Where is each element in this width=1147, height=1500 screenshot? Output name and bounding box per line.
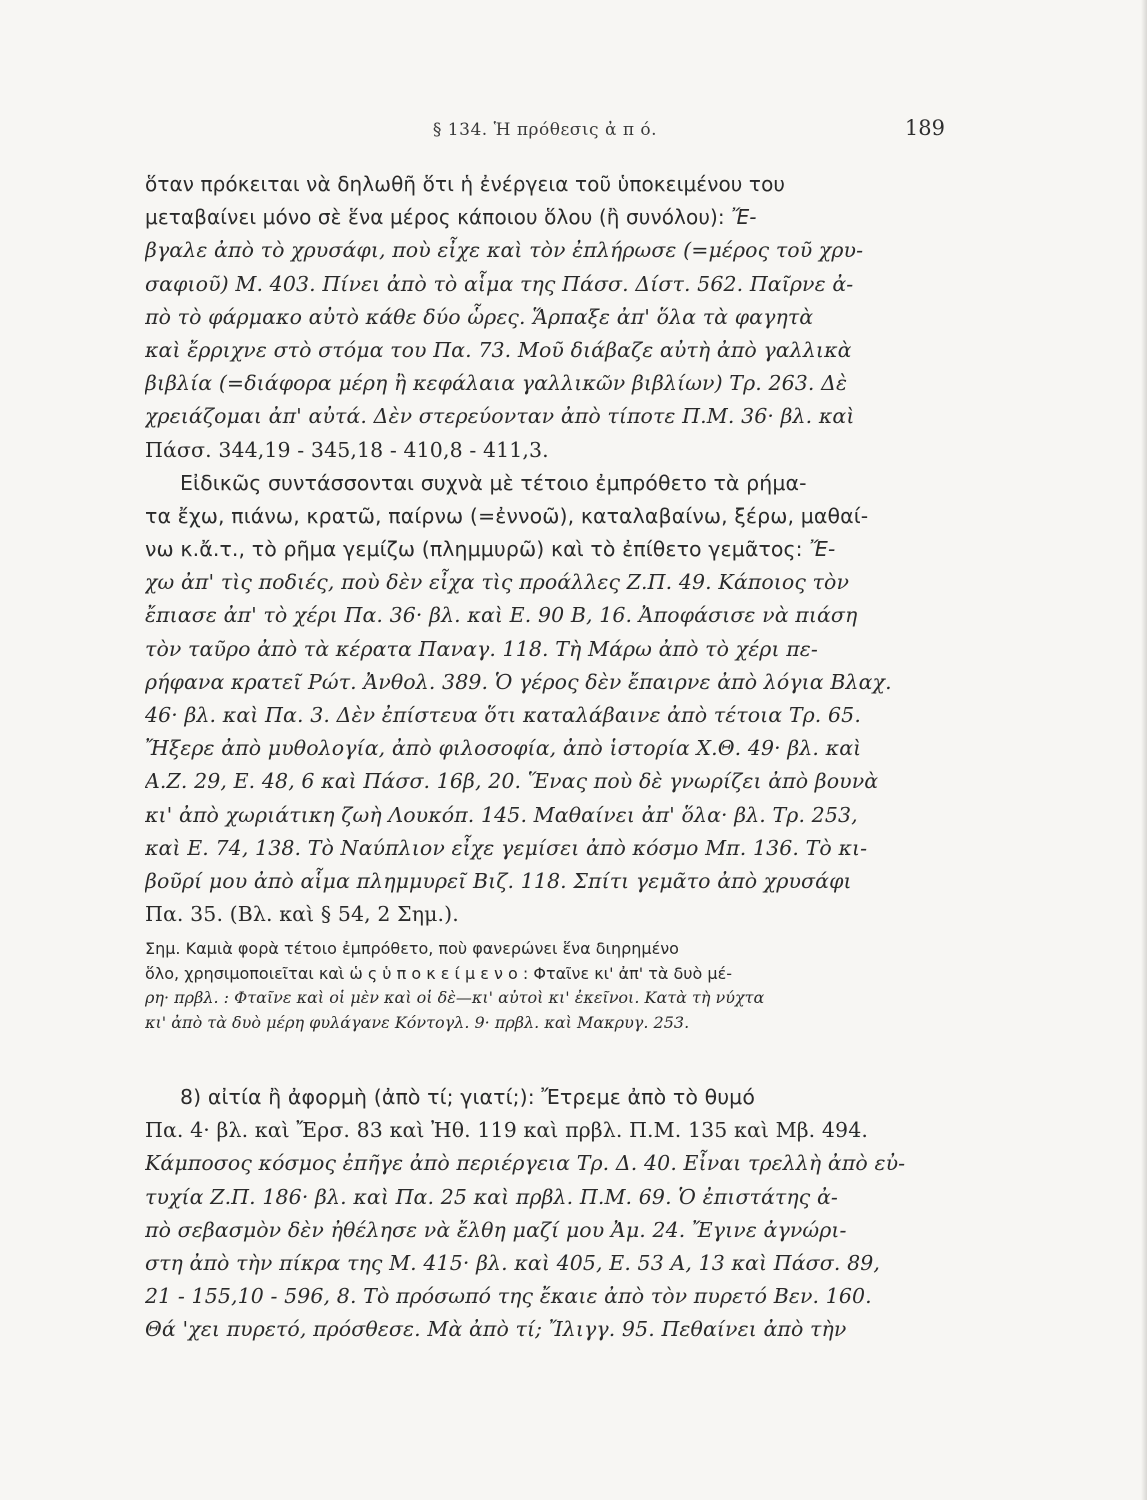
text-line: νω κ.ἄ.τ., τὸ ρῆμα γεμίζω (πλημμυρῶ) καὶ τὸ ἐπίθετο γεμᾶτος: Ἔ-: [145, 537, 836, 562]
text-line: Α.Ζ. 29, Ε. 48, 6 καὶ Πάσσ. 16β, 20. Ἕνας ποὺ δὲ γνωρίζει ἀπὸ βουνὰ: [145, 769, 879, 794]
text-line: βιβλία (=διάφορα μέρη ἢ κεφάλαια γαλλικῶν βιβλίων) Τρ. 263. Δὲ: [145, 371, 848, 396]
text-line: τα ἔχω, πιάνω, κρατῶ, παίρνω (=ἐννοῶ), καταλαβαίνω, ξέρω, μαθαί-: [145, 503, 869, 528]
page-edge-shadow: [1141, 0, 1147, 1500]
text-line: 21 - 155,10 - 596, 8. Τὸ πρόσωπό της ἔκαιε ἀπὸ τὸν πυρετό Βεν. 160.: [145, 1284, 872, 1309]
text-line: κι' ἀπὸ χωριάτικη ζωὴ Λουκόπ. 145. Μαθαίνει ἀπ' ὅλα· βλ. Τρ. 253,: [145, 802, 858, 827]
text-line: Ἤξερε ἀπὸ μυθολογία, ἀπὸ φιλοσοφία, ἀπὸ ἱστορία Χ.Θ. 49· βλ. καὶ: [145, 736, 862, 761]
text-line: Πα. 35. (Βλ. καὶ § 54, 2 Σημ.).: [145, 902, 459, 927]
page-number: 189: [904, 116, 945, 140]
text-line: τυχία Ζ.Π. 186· βλ. καὶ Πα. 25 καὶ πρβλ. Π.Μ. 69. Ὁ ἐπιστάτης ἀ-: [145, 1184, 838, 1209]
note-line: Σημ. Καμιὰ φορὰ τέτοιο ἐμπρόθετο, ποὺ φανερώνει ἕνα διηρημένο: [145, 939, 679, 958]
text-line: βγαλε ἀπὸ τὸ χρυσάφι, ποὺ εἶχε καὶ τὸν ἐπλήρωσε (=μέρος τοῦ χρυ-: [145, 238, 864, 263]
text-line: 8) αἰτία ἢ ἀφορμὴ (ἀπὸ τί; γιατί;): Ἔτρεμε ἀπὸ τὸ θυμό: [180, 1085, 755, 1109]
page-header: [145, 116, 945, 144]
text-line: Πάσσ. 344,19 - 345,18 - 410,8 - 411,3.: [145, 437, 549, 462]
text-line: χρειάζομαι ἀπ' αὐτά. Δὲν στερεύονταν ἀπὸ τίποτε Π.Μ. 36· βλ. καὶ: [145, 404, 855, 429]
text-line: Πα. 4· βλ. καὶ Ἔρσ. 83 καὶ Ἠθ. 119 καὶ πρβλ. Π.Μ. 135 καὶ Μβ. 494.: [145, 1118, 868, 1143]
text-line: μεταβαίνει μόνο σὲ ἕνα μέρος κάποιου ὅλου (ἢ συνόλου): Ἔ-: [145, 205, 757, 230]
text-line: ἔπιασε ἀπ' τὸ χέρι Πα. 36· βλ. καὶ Ε. 90 Β, 16. Ἀποφάσισε νὰ πιάση: [145, 603, 858, 628]
text-line: ὅταν πρόκειται νὰ δηλωθῆ ὅτι ἡ ἐνέργεια τοῦ ὑποκειμένου του: [145, 172, 786, 196]
text-line: πὸ τὸ φάρμακο αὐτὸ κάθε δύο ὧρες. Ἅρπαξε ἀπ' ὅλα τὰ φαγητὰ: [145, 304, 814, 329]
note-line: κι' ἀπὸ τὰ δυὸ μέρη φυλάγανε Κόντογλ. 9· πρβλ. καὶ Μακρυγ. 253.: [145, 1012, 690, 1032]
text-line: 46· βλ. καὶ Πα. 3. Δὲν ἐπίστευα ὅτι καταλάβαινε ἀπὸ τέτοια Τρ. 65.: [145, 703, 861, 727]
text-line: καὶ ἔρριχνε στὸ στόμα του Πα. 73. Μοῦ διάβαζε αὐτὴ ἀπὸ γαλλικὰ: [145, 337, 852, 362]
text-line: ρήφανα κρατεῖ Ρώτ. Ἀνθολ. 389. Ὁ γέρος δὲν ἔπαιρνε ἀπὸ λόγια Βλαχ.: [145, 669, 892, 694]
text-line: βοῦρί μου ἀπὸ αἷμα πλημμυρεῖ Βιζ. 118. Σπίτι γεμᾶτο ἀπὸ χρυσάφι: [145, 868, 852, 893]
text-line: Κάμποσος κόσμος ἐπῆγε ἀπὸ περιέργεια Τρ. Δ. 40. Εἶναι τρελλὴ ἀπὸ εὐ-: [145, 1151, 906, 1176]
text-line: σαφιοῦ) Μ. 403. Πίνει ἀπὸ τὸ αἷμα της Πάσσ. Δίστ. 562. Παῖρνε ἀ-: [145, 271, 854, 296]
note-line: ρη· πρβλ. : Φταῖνε καὶ οἱ μὲν καὶ οἱ δὲ—κι' αὐτοὶ κι' ἐκεῖνοι. Κατὰ τὴ νύχτα: [145, 988, 765, 1007]
note-line: ὅλο, χρησιμοποιεῖται καὶ ὡ ς ὑ π ο κ ε ί μ ε ν ο : Φταῖνε κι' ἀπ' τὰ δυὸ μέ-: [145, 963, 732, 983]
text-line: τὸν ταῦρο ἀπὸ τὰ κέρατα Παναγ. 118. Τὴ Μάρω ἀπὸ τὸ χέρι πε-: [145, 636, 818, 661]
text-line: στη ἀπὸ τὴν πίκρα της Μ. 415· βλ. καὶ 405, Ε. 53 Α, 13 καὶ Πάσσ. 89,: [145, 1250, 880, 1275]
note-block: [145, 937, 945, 1035]
section-8: [145, 1081, 945, 1347]
text-line: καὶ Ε. 74, 138. Τὸ Ναύπλιον εἶχε γεμίσει ἀπὸ κόσμο Μπ. 136. Τὸ κι-: [145, 835, 868, 860]
text-line: Θά 'χει πυρετό, πρόσθεσε. Μὰ ἀπὸ τί; Ἴλιγγ. 95. Πεθαίνει ἀπὸ τὴν: [145, 1317, 847, 1342]
text-line: πὸ σεβασμὸν δὲν ἠθέλησε νὰ ἔλθη μαζί μου Ἀμ. 24. Ἔγινε ἀγνώρι-: [145, 1217, 847, 1242]
text-line: χω ἀπ' τὶς ποδιές, ποὺ δὲν εἶχα τὶς προάλλες Ζ.Π. 49. Κάποιος τὸν: [145, 570, 849, 595]
running-head: § 134. Ἡ πρόθεσις ἀ π ό.: [432, 120, 658, 140]
main-text: [145, 168, 945, 931]
text-line: Εἰδικῶς συντάσσονται συχνὰ μὲ τέτοιο ἐμπρόθετο τὰ ρήμα-: [180, 470, 807, 495]
